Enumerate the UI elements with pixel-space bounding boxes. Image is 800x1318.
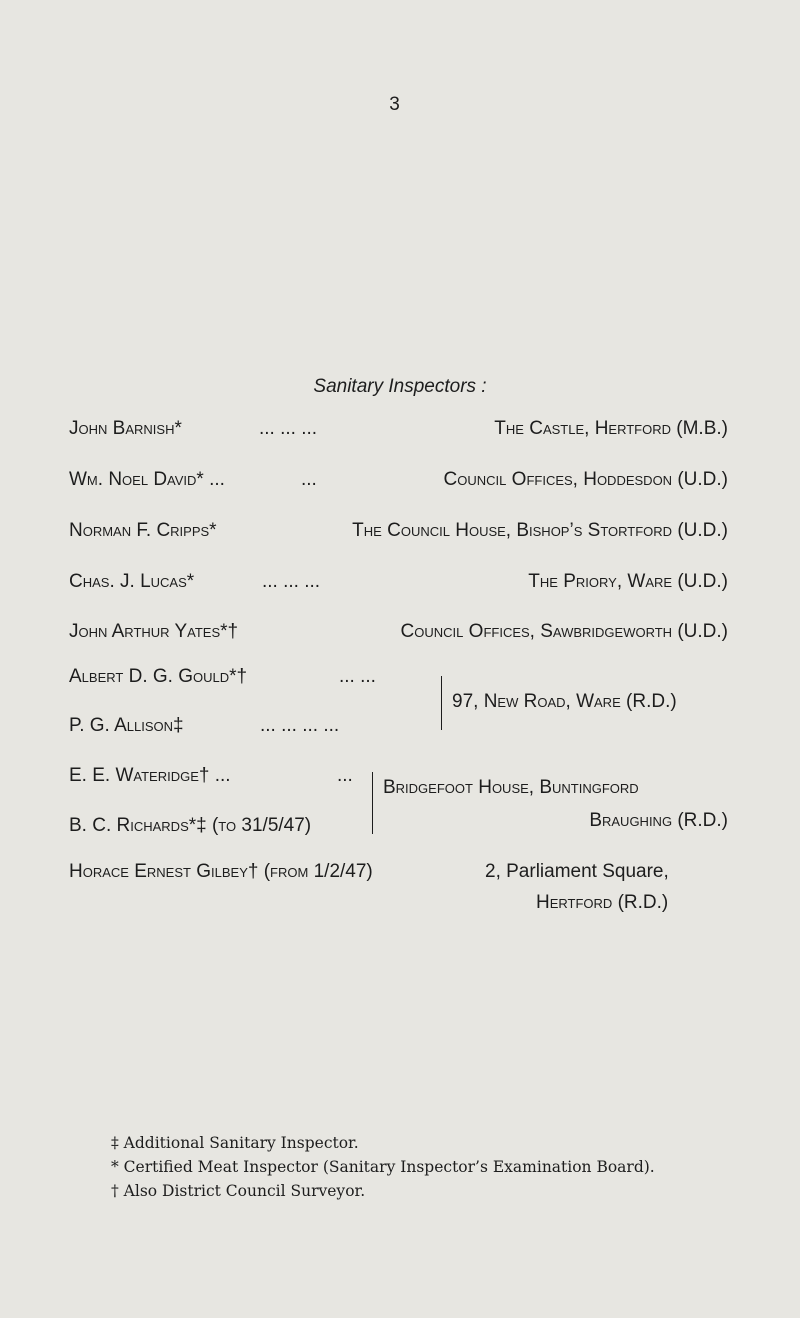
leader-dots: ... <box>301 469 317 490</box>
inspector-name: Chas. J. Lucas* <box>69 571 195 592</box>
inspector-name: P. G. Allison‡ <box>69 715 184 736</box>
group-brace <box>441 676 442 730</box>
inspector-address: 2, Parliament Square, <box>485 861 669 882</box>
leader-dots: ... ... ... ... <box>260 715 340 736</box>
inspector-name: B. C. Richards*‡ (to 31/5/47) <box>69 815 312 836</box>
group-address: Braughing (R.D.) <box>589 810 728 831</box>
footnote: * Certified Meat Inspector (Sanitary Inspector’s Examination Board). <box>111 1158 655 1176</box>
inspector-address: Council Offices, Hoddesdon (U.D.) <box>443 469 728 490</box>
leader-dots: ... ... ... <box>259 418 318 439</box>
leader-dots: ... ... <box>339 666 376 687</box>
inspector-address: The Castle, Hertford (M.B.) <box>494 418 728 439</box>
group-address: 97, New Road, Ware (R.D.) <box>452 691 677 712</box>
inspector-name: John Barnish* <box>69 418 182 439</box>
inspector-address: Hertford (R.D.) <box>536 892 669 913</box>
footnote: † Also District Council Surveyor. <box>111 1182 366 1200</box>
inspector-name: John Arthur Yates*† <box>69 621 239 642</box>
leader-dots: ... <box>337 765 353 786</box>
inspector-address: Council Offices, Sawbridgeworth (U.D.) <box>400 621 728 642</box>
inspector-address: The Priory, Ware (U.D.) <box>528 571 728 592</box>
inspector-name: Horace Ernest Gilbey† (from 1/2/47) <box>69 861 373 882</box>
leader-dots: ... ... ... <box>262 571 321 592</box>
page-number: 3 <box>389 94 400 115</box>
inspector-name: Wm. Noel David* ... <box>69 469 225 490</box>
group-brace <box>372 772 373 834</box>
inspector-address: The Council House, Bishop’s Stortford (U.D.) <box>352 520 728 541</box>
inspector-name: Norman F. Cripps* <box>69 520 217 541</box>
inspector-name: E. E. Wateridge† ... <box>69 765 231 786</box>
inspector-name: Albert D. G. Gould*† <box>69 666 248 687</box>
group-address: Bridgefoot House, Buntingford <box>383 777 639 798</box>
section-heading: Sanitary Inspectors : <box>313 376 487 397</box>
footnote: ‡ Additional Sanitary Inspector. <box>111 1134 359 1152</box>
